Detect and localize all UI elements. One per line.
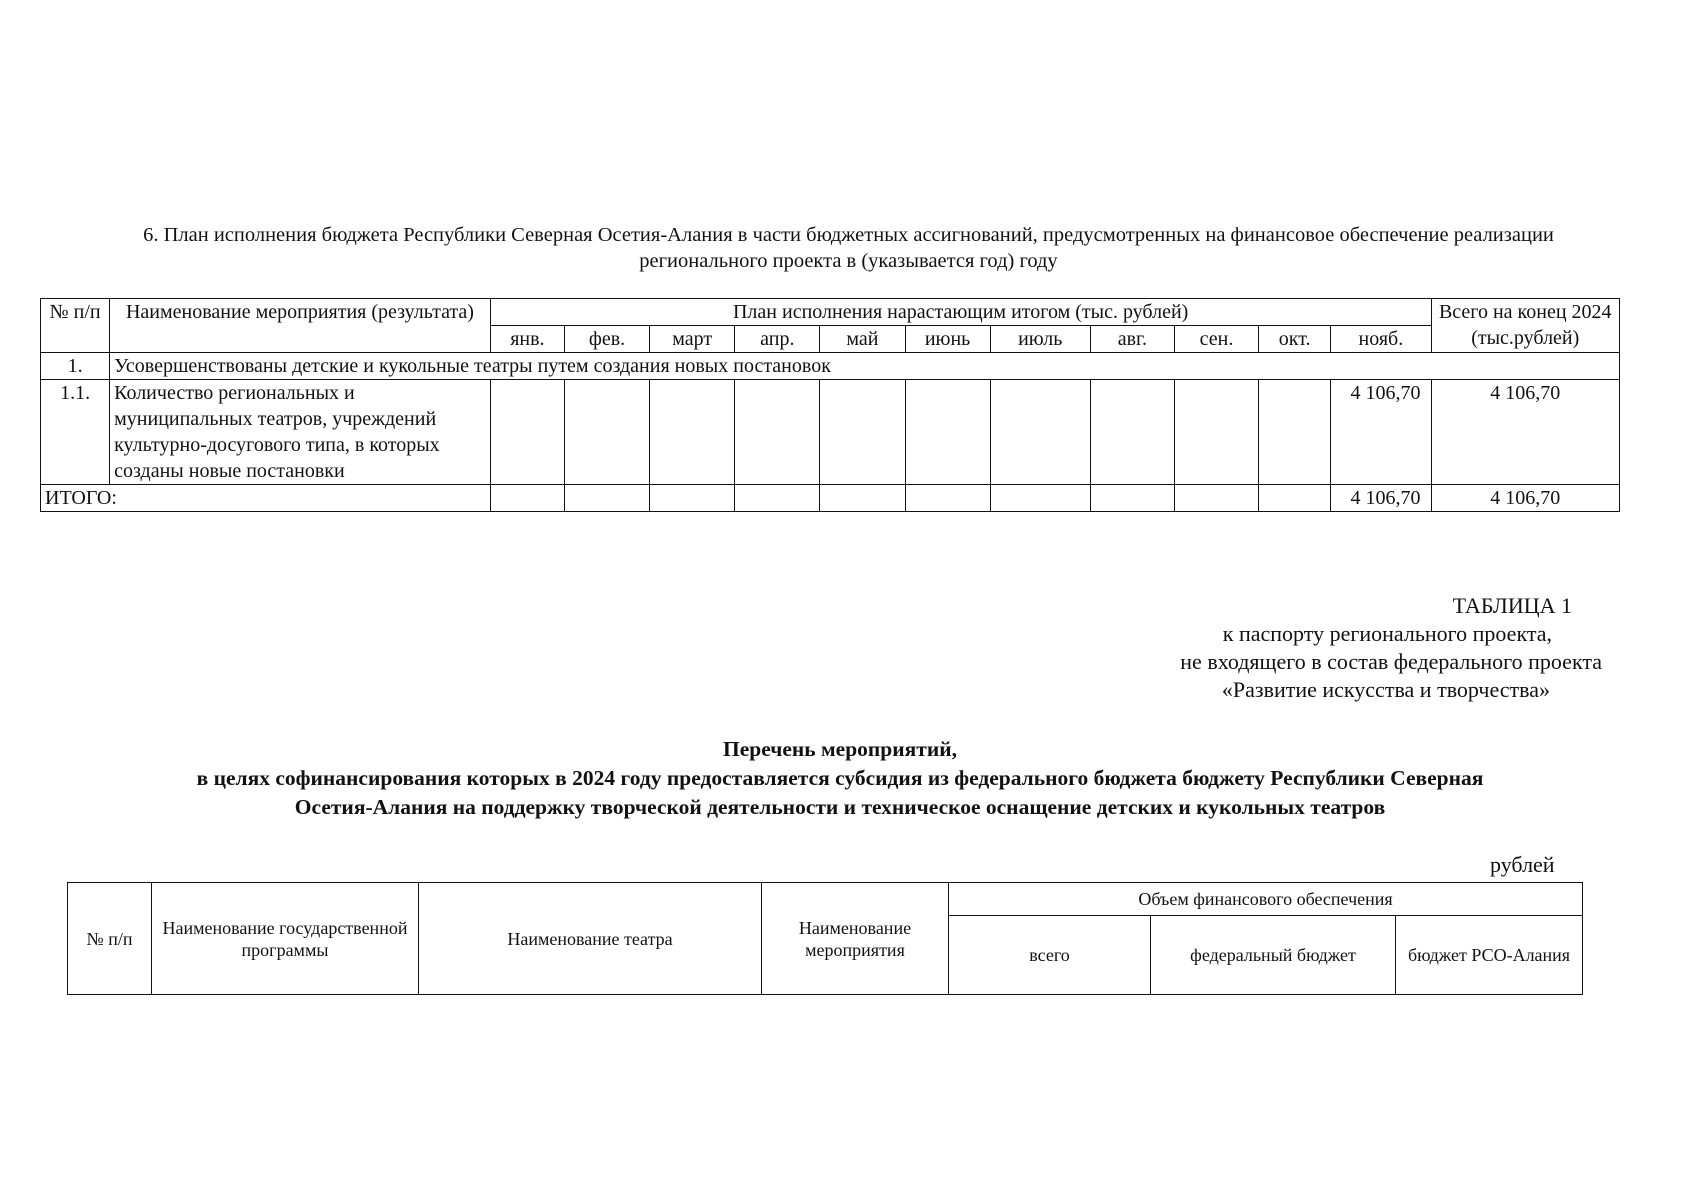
empty-cell [650, 485, 735, 512]
month-header: сен. [1174, 326, 1258, 353]
events-list-title-line-3: Осетия-Алания на поддержку творческой деятельности и техническое оснащение детских и кукольных театров [294, 795, 1386, 819]
month-header: фев. [564, 326, 649, 353]
item-nov-value: 4 106,70 [1331, 380, 1431, 485]
empty-cell [564, 380, 649, 485]
total-label: ИТОГО: [41, 485, 491, 512]
funding-header-regional: бюджет РСО-Алания [1396, 916, 1583, 995]
empty-cell [490, 485, 564, 512]
header-num: № п/п [41, 299, 110, 353]
empty-cell [820, 485, 905, 512]
item-num: 1.1. [41, 380, 110, 485]
month-header: май [820, 326, 905, 353]
funding-header-program: Наименование государственной программы [152, 883, 419, 995]
table-note-line-2: к паспорту регионального проекта, [1222, 621, 1552, 646]
funding-header-row-1 [68, 883, 1583, 916]
table-note-line-1: ТАБЛИЦА 1 [1452, 593, 1572, 618]
empty-cell [490, 380, 564, 485]
empty-cell [1174, 485, 1258, 512]
section-6-heading [40, 222, 1657, 274]
empty-cell [650, 380, 735, 485]
month-header: янв. [490, 326, 564, 353]
budget-plan-table [40, 298, 1620, 512]
plan-header-row-1 [41, 299, 1620, 326]
section-name: Усовершенствованы детские и кукольные театры путем создания новых постановок [110, 353, 1620, 380]
header-total: Всего на конец 2024 (тыс.рублей) [1431, 299, 1620, 353]
plan-total-row [41, 485, 1620, 512]
empty-cell [1259, 380, 1331, 485]
funding-header-volume: Объем финансового обеспечения [949, 883, 1583, 916]
empty-cell [990, 485, 1090, 512]
funding-header-all: всего [949, 916, 1151, 995]
units-label: рублей [1490, 852, 1555, 877]
month-header: март [650, 326, 735, 353]
empty-cell [1174, 380, 1258, 485]
empty-cell [1090, 380, 1174, 485]
table-1-note [1102, 592, 1602, 704]
funding-header-federal: федеральный бюджет [1151, 916, 1396, 995]
empty-cell [1090, 485, 1174, 512]
empty-cell [990, 380, 1090, 485]
total-nov-value: 4 106,70 [1331, 485, 1431, 512]
header-plan: План исполнения нарастающим итогом (тыс. рублей) [490, 299, 1431, 326]
section-num: 1. [41, 353, 110, 380]
events-list-title-line-2: в целях софинансирования которых в 2024 году предоставляется субсидия из федерального бюджета бюджету Республики Северная [196, 766, 1484, 790]
funding-header-num: № п/п [68, 883, 152, 995]
plan-section-row [41, 353, 1620, 380]
month-header: авг. [1090, 326, 1174, 353]
month-header: апр. [735, 326, 820, 353]
empty-cell [564, 485, 649, 512]
empty-cell [735, 485, 820, 512]
empty-cell [735, 380, 820, 485]
table-note-line-3: не входящего в состав федерального проекта [1180, 649, 1602, 674]
empty-cell [1259, 485, 1331, 512]
funding-header-event: Наименование мероприятия [762, 883, 949, 995]
empty-cell [905, 485, 990, 512]
month-header: нояб. [1331, 326, 1431, 353]
events-list-title-line-1: Перечень мероприятий, [722, 737, 957, 761]
events-list-title [60, 735, 1620, 822]
funding-header-theatre: Наименование театра [419, 883, 762, 995]
section-6-heading-line-1: 6. План исполнения бюджета Республики Северная Осетия-Алания в части бюджетных ассигнований, предусмотренных на финансовое обеспечение реализации [143, 224, 1554, 246]
total-total-value: 4 106,70 [1431, 485, 1620, 512]
item-total-value: 4 106,70 [1431, 380, 1620, 485]
table-note-line-4: «Развитие искусства и творчества» [1221, 677, 1550, 702]
header-event-name: Наименование мероприятия (результата) [110, 299, 491, 353]
month-header: июль [990, 326, 1090, 353]
month-header: окт. [1259, 326, 1331, 353]
section-6-heading-line-2: регионального проекта в (указывается год) году [639, 250, 1058, 272]
month-header: июнь [905, 326, 990, 353]
empty-cell [820, 380, 905, 485]
empty-cell [905, 380, 990, 485]
item-name: Количество региональных и муниципальных театров, учреждений культурно-досугового типа, в которых созданы новые постановки [110, 380, 491, 485]
plan-item-row [41, 380, 1620, 485]
funding-table [67, 882, 1583, 995]
